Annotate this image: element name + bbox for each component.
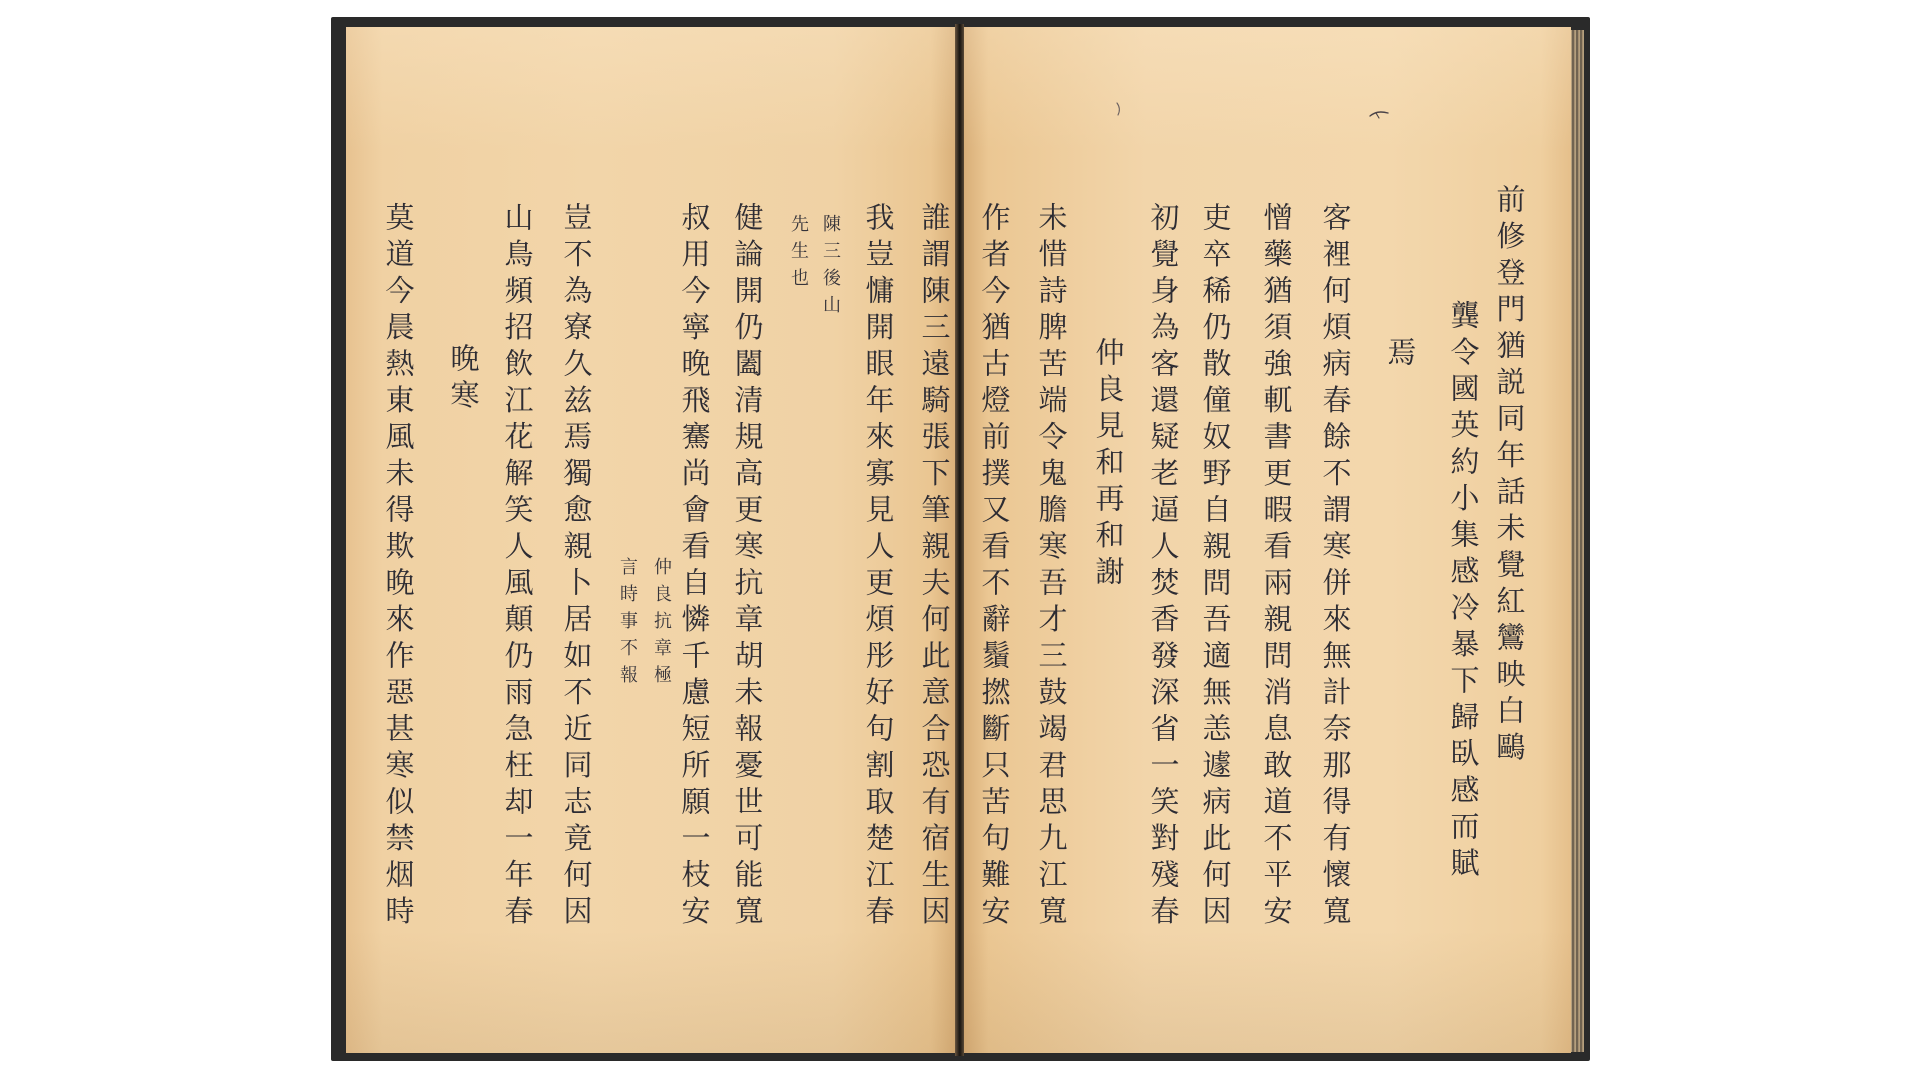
poem-title: 焉 (1383, 337, 1418, 374)
ink-mark (1114, 101, 1124, 117)
poem-line: 初覺身為客還疑老逼人焚香發深省一笑對殘春 (1146, 202, 1181, 932)
poem-line: 吏卒稀仍散僮奴野自親問吾適無恙遽病此何因 (1198, 202, 1233, 932)
poem-line: 前修登門猶説同年話未覺紅鸞映白鷗 (1492, 184, 1527, 768)
poem-line: 叔用今寧晚飛騫尚會看自憐千慮短所願一枝安 (677, 202, 712, 932)
book-gutter (955, 24, 964, 1056)
poem-title: 龔令國英約小集感冷暴下歸臥感而賦 (1446, 300, 1481, 884)
poem-line: 未惜詩脾苦端令鬼膽寒吾才三鼓竭君思九江寬 (1034, 202, 1069, 932)
poem-line: 我豈慵開眼年來寡見人更煩彤好句割取楚江春 (861, 202, 896, 932)
annotation-line: 先生也 (788, 214, 809, 295)
right-page (964, 27, 1571, 1053)
poem-line: 山鳥頻招飲江花解笑人風顛仍雨急枉却一年春 (500, 202, 535, 932)
left-page (346, 27, 955, 1053)
poem-line: 莫道今晨熱東風未得欺晚來作惡甚寒似禁烟時 (381, 202, 416, 932)
annotation-line: 仲良抗章極 (651, 557, 672, 692)
poem-line: 客裡何煩病春餘不謂寒併來無計奈那得有懷寬 (1318, 202, 1353, 932)
poem-title: 仲良見和再和謝 (1091, 337, 1126, 593)
page-edge-stack (1571, 30, 1584, 1052)
poem-line: 憎藥猶須強軏書更暇看兩親問消息敢道不平安 (1259, 202, 1294, 932)
poem-line: 健論開仍闔清規高更寒抗章胡未報憂世可能寬 (730, 202, 765, 932)
poem-line: 豈不為寮久兹焉獨愈親卜居如不近同志竟何因 (559, 202, 594, 932)
ink-mark (1368, 107, 1390, 123)
annotation-line: 言時事不報 (617, 557, 638, 692)
poem-title: 晚寒 (446, 343, 481, 416)
poem-line: 作者今猶古燈前撲又看不辭鬚撚斷只苦句難安 (977, 202, 1012, 932)
annotation-line: 陳三後山 (820, 214, 841, 322)
poem-line: 誰謂陳三遠騎張下筆親夫何此意合恐有宿生因 (917, 202, 952, 932)
